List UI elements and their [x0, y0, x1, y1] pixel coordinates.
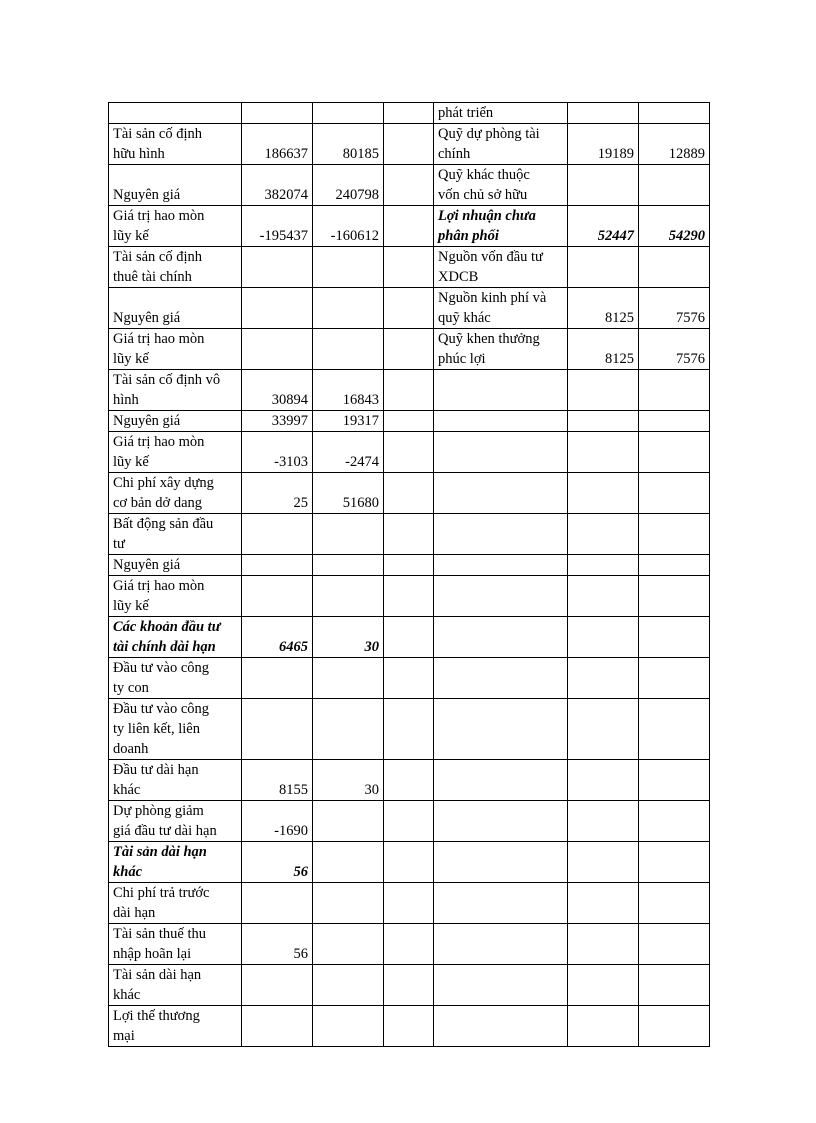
asset-value-current-cell: 30894 [242, 370, 313, 411]
equity-label-cell [434, 617, 568, 658]
table-row [109, 801, 710, 842]
spacer-cell [384, 760, 434, 801]
asset-value-current-cell: 56 [242, 924, 313, 965]
asset-value-current-cell: 33997 [242, 411, 313, 432]
equity-value-prior-cell [639, 432, 710, 473]
asset-value-prior-cell [313, 555, 384, 576]
equity-label-cell [434, 411, 568, 432]
asset-value-prior-cell: 30 [313, 760, 384, 801]
equity-value-current-cell [568, 1006, 639, 1047]
equity-label-cell: Quỹ dự phòng tài chính [434, 124, 568, 165]
equity-value-prior-cell [639, 103, 710, 124]
equity-value-current-cell: 8125 [568, 329, 639, 370]
equity-value-prior-cell [639, 165, 710, 206]
spacer-cell [384, 165, 434, 206]
table-row [109, 103, 710, 124]
asset-label-cell: Nguyên giá [109, 288, 242, 329]
asset-label-cell: Tài sản cố định vô hình [109, 370, 242, 411]
equity-value-current-cell [568, 432, 639, 473]
equity-value-prior-cell: 7576 [639, 288, 710, 329]
equity-value-prior-cell [639, 658, 710, 699]
asset-label-cell: Đầu tư vào công ty liên kết, liên doanh [109, 699, 242, 760]
equity-value-prior-cell [639, 576, 710, 617]
equity-label-cell [434, 370, 568, 411]
asset-value-current-cell [242, 329, 313, 370]
equity-value-prior-cell [639, 411, 710, 432]
asset-label-cell: Tài sản cố định hữu hình [109, 124, 242, 165]
spacer-cell [384, 1006, 434, 1047]
equity-value-current-cell: 52447 [568, 206, 639, 247]
asset-value-prior-cell [313, 576, 384, 617]
equity-value-prior-cell [639, 514, 710, 555]
equity-value-current-cell [568, 699, 639, 760]
asset-label-cell: Chi phí xây dựng cơ bản dở dang [109, 473, 242, 514]
asset-value-current-cell [242, 699, 313, 760]
equity-value-current-cell [568, 760, 639, 801]
asset-label-cell: Đầu tư dài hạn khác [109, 760, 242, 801]
equity-value-current-cell [568, 247, 639, 288]
equity-label-cell [434, 1006, 568, 1047]
asset-label-cell: Đầu tư vào công ty con [109, 658, 242, 699]
asset-label-cell: Tài sản dài hạn khác [109, 842, 242, 883]
equity-value-current-cell [568, 514, 639, 555]
spacer-cell [384, 883, 434, 924]
asset-label-cell: Tài sản dài hạn khác [109, 965, 242, 1006]
equity-value-current-cell [568, 617, 639, 658]
asset-value-current-cell [242, 576, 313, 617]
equity-label-cell [434, 473, 568, 514]
equity-label-cell [434, 658, 568, 699]
asset-value-prior-cell: -2474 [313, 432, 384, 473]
equity-label-cell [434, 965, 568, 1006]
asset-value-current-cell [242, 288, 313, 329]
equity-label-cell [434, 801, 568, 842]
table-row [109, 617, 710, 658]
table-row [109, 432, 710, 473]
equity-value-prior-cell [639, 555, 710, 576]
asset-value-current-cell [242, 555, 313, 576]
equity-value-current-cell [568, 801, 639, 842]
equity-value-prior-cell [639, 473, 710, 514]
equity-label-cell: Quỹ khác thuộc vốn chủ sở hữu [434, 165, 568, 206]
asset-value-current-cell [242, 965, 313, 1006]
equity-value-prior-cell [639, 801, 710, 842]
spacer-cell [384, 288, 434, 329]
equity-value-current-cell [568, 924, 639, 965]
equity-value-prior-cell [639, 883, 710, 924]
equity-label-cell [434, 883, 568, 924]
equity-label-cell: Nguồn vốn đầu tư XDCB [434, 247, 568, 288]
equity-label-cell [434, 576, 568, 617]
asset-value-prior-cell [313, 288, 384, 329]
equity-label-cell [434, 555, 568, 576]
asset-value-current-cell: 56 [242, 842, 313, 883]
asset-value-current-cell [242, 103, 313, 124]
equity-value-current-cell [568, 883, 639, 924]
asset-value-prior-cell: 16843 [313, 370, 384, 411]
equity-value-prior-cell [639, 370, 710, 411]
equity-value-current-cell [568, 103, 639, 124]
table-row [109, 658, 710, 699]
table-row [109, 883, 710, 924]
spacer-cell [384, 329, 434, 370]
equity-label-cell: Nguồn kinh phí và quỹ khác [434, 288, 568, 329]
spacer-cell [384, 576, 434, 617]
spacer-cell [384, 658, 434, 699]
asset-label-cell: Các khoản đầu tư tài chính dài hạn [109, 617, 242, 658]
asset-value-prior-cell [313, 1006, 384, 1047]
spacer-cell [384, 965, 434, 1006]
equity-label-cell [434, 514, 568, 555]
spacer-cell [384, 801, 434, 842]
equity-label-cell: Quỹ khen thưởng phúc lợi [434, 329, 568, 370]
equity-value-prior-cell [639, 617, 710, 658]
spacer-cell [384, 247, 434, 288]
equity-value-prior-cell: 54290 [639, 206, 710, 247]
asset-value-prior-cell [313, 103, 384, 124]
equity-value-prior-cell: 12889 [639, 124, 710, 165]
equity-value-current-cell: 8125 [568, 288, 639, 329]
asset-value-prior-cell: -160612 [313, 206, 384, 247]
equity-value-prior-cell [639, 699, 710, 760]
asset-label-cell: Giá trị hao mòn lũy kế [109, 432, 242, 473]
equity-value-prior-cell [639, 924, 710, 965]
asset-value-current-cell: -1690 [242, 801, 313, 842]
equity-value-prior-cell [639, 247, 710, 288]
equity-value-current-cell [568, 473, 639, 514]
asset-label-cell: Nguyên giá [109, 555, 242, 576]
asset-value-prior-cell [313, 965, 384, 1006]
table-row [109, 842, 710, 883]
equity-value-prior-cell [639, 760, 710, 801]
asset-label-cell: Lợi thế thương mại [109, 1006, 242, 1047]
table-row [109, 247, 710, 288]
table-row [109, 411, 710, 432]
asset-label-cell: Nguyên giá [109, 411, 242, 432]
asset-label-cell: Giá trị hao mòn lũy kế [109, 329, 242, 370]
equity-value-current-cell [568, 411, 639, 432]
asset-label-cell: Bất động sản đầu tư [109, 514, 242, 555]
asset-value-prior-cell [313, 247, 384, 288]
equity-value-current-cell [568, 658, 639, 699]
asset-label-cell: Giá trị hao mòn lũy kế [109, 206, 242, 247]
table-row [109, 760, 710, 801]
asset-value-prior-cell [313, 329, 384, 370]
asset-label-cell: Nguyên giá [109, 165, 242, 206]
asset-value-current-cell: 186637 [242, 124, 313, 165]
asset-value-current-cell [242, 658, 313, 699]
equity-label-cell [434, 924, 568, 965]
spacer-cell [384, 473, 434, 514]
table-row [109, 473, 710, 514]
spacer-cell [384, 617, 434, 658]
asset-value-prior-cell [313, 658, 384, 699]
equity-value-current-cell [568, 165, 639, 206]
table-row [109, 924, 710, 965]
table-row [109, 576, 710, 617]
asset-value-prior-cell: 19317 [313, 411, 384, 432]
asset-value-current-cell: -195437 [242, 206, 313, 247]
asset-value-current-cell [242, 247, 313, 288]
asset-value-prior-cell [313, 801, 384, 842]
table-row [109, 370, 710, 411]
table-row [109, 699, 710, 760]
asset-value-prior-cell: 30 [313, 617, 384, 658]
asset-value-prior-cell [313, 924, 384, 965]
equity-label-cell: phát triển [434, 103, 568, 124]
asset-value-current-cell [242, 514, 313, 555]
spacer-cell [384, 206, 434, 247]
asset-label-cell: Giá trị hao mòn lũy kế [109, 576, 242, 617]
asset-label-cell: Tài sản cố định thuê tài chính [109, 247, 242, 288]
asset-value-current-cell: 6465 [242, 617, 313, 658]
table-row [109, 206, 710, 247]
spacer-cell [384, 411, 434, 432]
table-row [109, 124, 710, 165]
asset-value-current-cell: 25 [242, 473, 313, 514]
spacer-cell [384, 842, 434, 883]
equity-label-cell [434, 699, 568, 760]
asset-value-prior-cell [313, 699, 384, 760]
equity-value-current-cell: 19189 [568, 124, 639, 165]
equity-value-prior-cell [639, 842, 710, 883]
spacer-cell [384, 103, 434, 124]
asset-label-cell: Chi phí trả trước dài hạn [109, 883, 242, 924]
equity-value-current-cell [568, 842, 639, 883]
asset-value-current-cell: 382074 [242, 165, 313, 206]
table-row [109, 965, 710, 1006]
asset-value-prior-cell: 240798 [313, 165, 384, 206]
asset-value-prior-cell: 80185 [313, 124, 384, 165]
spacer-cell [384, 432, 434, 473]
asset-value-prior-cell [313, 842, 384, 883]
spacer-cell [384, 699, 434, 760]
spacer-cell [384, 514, 434, 555]
table-row [109, 288, 710, 329]
asset-label-cell: Dự phòng giảm giá đầu tư dài hạn [109, 801, 242, 842]
table-row [109, 514, 710, 555]
spacer-cell [384, 555, 434, 576]
asset-value-prior-cell [313, 883, 384, 924]
asset-value-current-cell [242, 1006, 313, 1047]
asset-value-prior-cell [313, 514, 384, 555]
equity-value-prior-cell: 7576 [639, 329, 710, 370]
spacer-cell [384, 124, 434, 165]
asset-value-current-cell: 8155 [242, 760, 313, 801]
equity-value-current-cell [568, 555, 639, 576]
equity-label-cell [434, 432, 568, 473]
equity-value-current-cell [568, 576, 639, 617]
table-body [109, 103, 710, 1047]
table-row [109, 555, 710, 576]
table-row [109, 165, 710, 206]
asset-label-cell: Tài sản thuế thu nhập hoãn lại [109, 924, 242, 965]
spacer-cell [384, 924, 434, 965]
equity-value-prior-cell [639, 965, 710, 1006]
equity-value-current-cell [568, 370, 639, 411]
equity-label-cell [434, 842, 568, 883]
asset-label-cell [109, 103, 242, 124]
asset-value-prior-cell: 51680 [313, 473, 384, 514]
table-row [109, 329, 710, 370]
table-row [109, 1006, 710, 1047]
spacer-cell [384, 370, 434, 411]
balance-sheet-table [108, 102, 710, 1047]
equity-value-prior-cell [639, 1006, 710, 1047]
equity-label-cell [434, 760, 568, 801]
equity-value-current-cell [568, 965, 639, 1006]
equity-label-cell: Lợi nhuận chưa phân phối [434, 206, 568, 247]
asset-value-current-cell [242, 883, 313, 924]
asset-value-current-cell: -3103 [242, 432, 313, 473]
